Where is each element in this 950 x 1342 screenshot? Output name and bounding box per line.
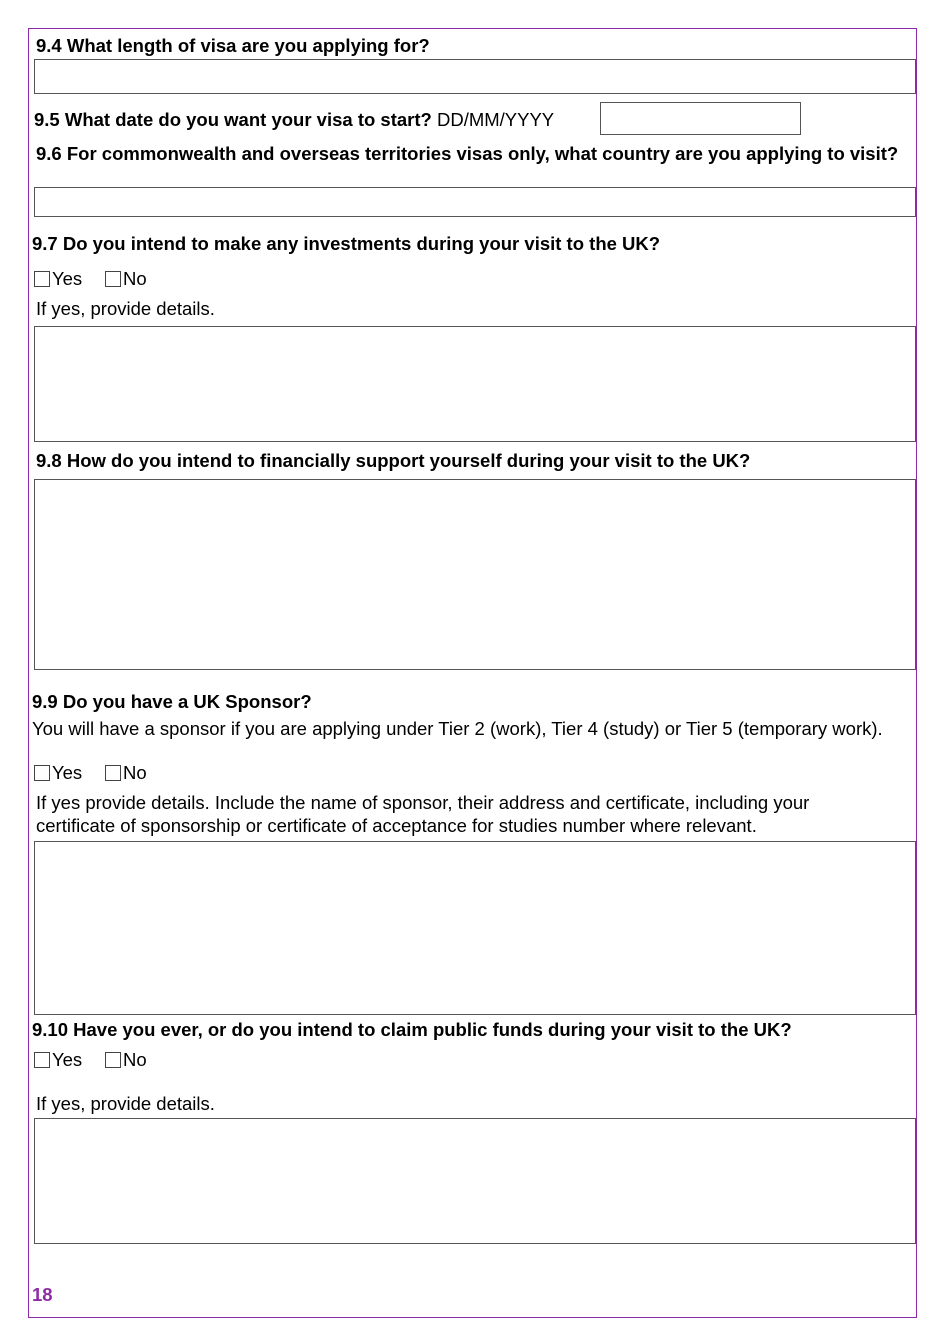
sponsor-no-checkbox[interactable] (105, 765, 121, 781)
question-9-4-label: 9.4 What length of visa are you applying for? (36, 35, 430, 56)
question-9-10-label: 9.10 Have you ever, or do you intend to claim public funds during your visit to the UK? (32, 1019, 792, 1040)
sponsor-yes-option[interactable] (34, 762, 82, 784)
page-number: 18 (32, 1284, 53, 1305)
sponsor-yes-label: Yes (52, 762, 83, 783)
investments-no-option[interactable] (105, 268, 147, 290)
public-funds-no-checkbox[interactable] (105, 1052, 121, 1068)
question-9-5-label (34, 108, 554, 131)
visa-start-date-field[interactable] (600, 102, 801, 135)
public-funds-details-prompt: If yes, provide details. (36, 1093, 215, 1114)
question-9-9-label: 9.9 Do you have a UK Sponsor? (32, 691, 312, 712)
sponsor-note: You will have a sponsor if you are applying under Tier 2 (work), Tier 4 (study) or Tier 5 (temporary work). (32, 718, 883, 739)
financial-support-field[interactable] (34, 479, 916, 670)
destination-country-field[interactable] (34, 187, 916, 217)
investments-details-prompt: If yes, provide details. (36, 298, 215, 319)
public-funds-yes-checkbox[interactable] (34, 1052, 50, 1068)
investments-yes-option[interactable] (34, 268, 82, 290)
sponsor-no-label: No (123, 762, 147, 783)
investments-no-label: No (123, 268, 147, 289)
investments-details-field[interactable] (34, 326, 916, 442)
public-funds-details-field[interactable] (34, 1118, 916, 1244)
sponsor-yes-checkbox[interactable] (34, 765, 50, 781)
public-funds-yes-option[interactable] (34, 1049, 82, 1071)
investments-no-checkbox[interactable] (105, 271, 121, 287)
visa-length-field[interactable] (34, 59, 916, 94)
investments-yes-checkbox[interactable] (34, 271, 50, 287)
sponsor-no-option[interactable] (105, 762, 147, 784)
public-funds-yes-label: Yes (52, 1049, 83, 1070)
question-9-8-label: 9.8 How do you intend to financially support yourself during your visit to the UK? (36, 450, 751, 471)
investments-yes-label: Yes (52, 268, 83, 289)
public-funds-no-label: No (123, 1049, 147, 1070)
date-format-hint: DD/MM/YYYY (436, 109, 555, 130)
sponsor-details-field[interactable] (34, 841, 916, 1015)
sponsor-details-prompt: If yes provide details. Include the name of sponsor, their address and certificate, including your certificate of sponsorship or certificate of acceptance for studies number where relevant. (36, 792, 810, 836)
question-9-5-text: 9.5 What date do you want your visa to start? (34, 109, 432, 130)
question-9-7-label: 9.7 Do you intend to make any investments during your visit to the UK? (32, 233, 661, 254)
question-9-6-label: 9.6 For commonwealth and overseas territories visas only, what country are you applying to visit? (36, 143, 899, 164)
public-funds-no-option[interactable] (105, 1049, 147, 1071)
